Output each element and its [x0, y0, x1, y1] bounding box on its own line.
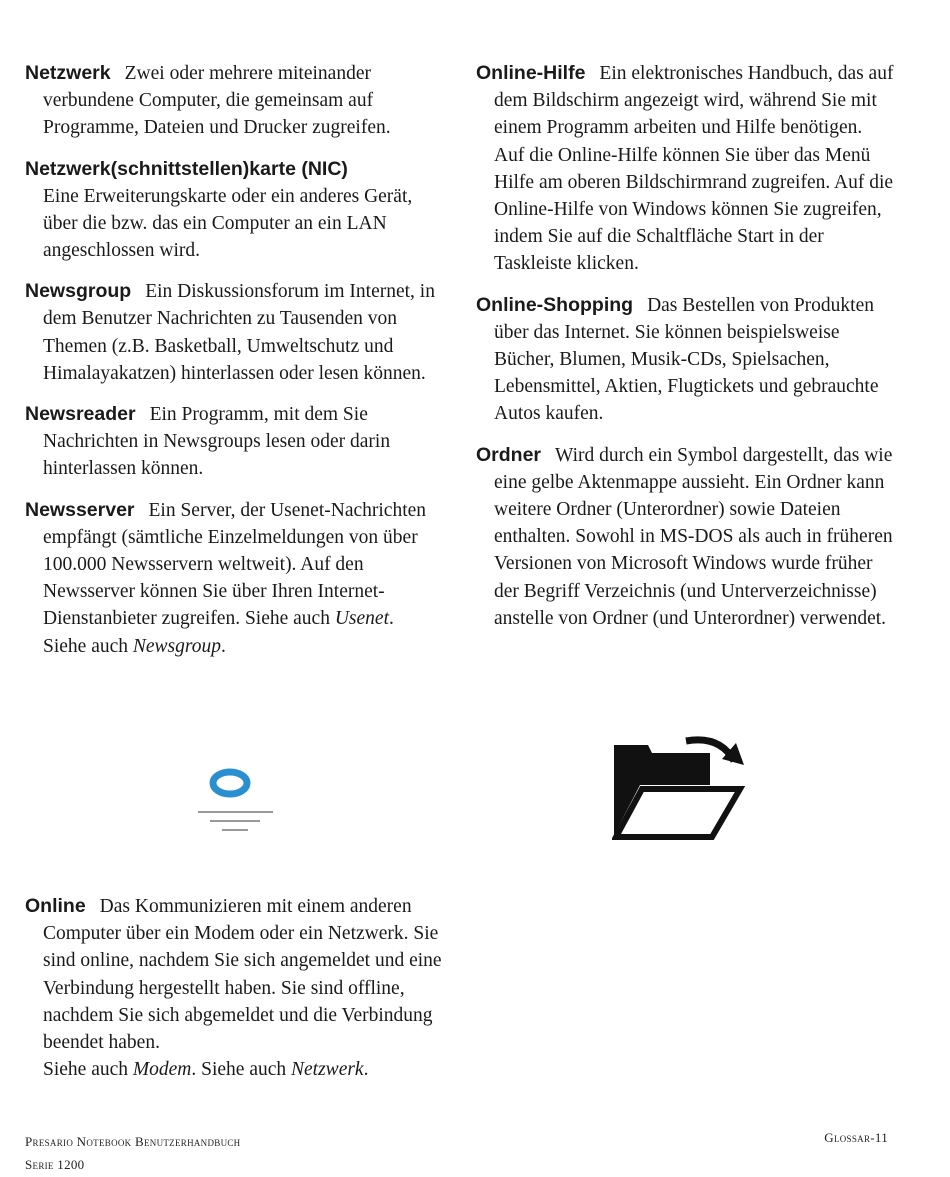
term: Newsgroup	[25, 280, 132, 303]
term: Netzwerk	[25, 62, 111, 84]
see-also-prefix: Siehe auch	[43, 635, 129, 657]
see-also-link: Newsgroup	[132, 635, 222, 657]
see-also-prefix: Siehe auch	[43, 1059, 129, 1081]
glossary-entry-online-hilfe	[476, 60, 896, 278]
open-folder-icon	[612, 735, 747, 840]
glossary-entry-netzwerk	[25, 60, 445, 142]
glossary-entry-newsgroup	[25, 278, 445, 387]
definition: Das Bestellen von Produkten über das Internet. Sie können beispielsweise Bücher, Blumen, Musik-CDs, Spielsachen, Lebensmittel, Aktien, Flugtickets und gebrauchte Autos kaufen.	[494, 294, 879, 425]
definition: Zwei oder mehrere miteinander verbundene Computer, die gemeinsam auf Programme, Dateien und Drucker zugreifen.	[43, 63, 391, 139]
glossary-entry-nic	[25, 156, 445, 265]
see-also-link: Usenet	[334, 608, 389, 630]
left-column	[25, 60, 445, 674]
glossary-entry-online: Online Das Kommunizieren mit einem anderen Computer über ein Modem oder ein Netzwerk. Sie sind online, nachdem Sie sich angemeldet und eine Verbindung hergestellt haben. Sie sind offline, nachdem Sie sich abgemeldet und die Verbindung beendet haben. Siehe auch Modem. Siehe auch Netzwerk.	[25, 895, 442, 1081]
definition: Ein Diskussionsforum im Internet, in dem Benutzer Nachrichten zu Tausenden von Themen (z.B. Basketball, Umweltschutz und Himalayakatzen) hinterlassen oder lesen können.	[43, 281, 435, 384]
term: Newsreader	[25, 403, 136, 426]
term: Online	[25, 895, 86, 917]
glossary-entry-newsserver: Newsserver Ein Server, der Usenet-Nachrichten empfängt (sämtliche Einzelmeldungen von über 100.000 Newsservern weltweit). Auf den Newsserver können Sie über Ihren Internet-Dienstanbieter zugreifen. Siehe auch Usenet. Siehe auch Newsgroup.	[25, 498, 427, 657]
term: Ordner	[476, 443, 542, 466]
definition: Ein elektronisches Handbuch, das auf dem Bildschirm angezeigt wird, während Sie mit einem Programm arbeiten und Hilfe benötigen. Auf die Online-Hilfe können Sie über das Menü Hilfe am oberen Bildschirmrand zugreifen. Auf die Online-Hilfe von Windows können Sie zugreifen, indem Sie auf die Schaltfläche Start in der Taskleiste klicken.	[494, 63, 894, 275]
page-number: Glossar-11	[824, 1130, 888, 1145]
definition: Ein Server, der Usenet-Nachrichten empfängt (sämtliche Einzelmeldungen von über 100.000 Newsservern weltweit). Auf den Newsserver können Sie über Ihren Internet-Dienstanbieter zugreifen. Siehe auch	[43, 499, 427, 630]
term: Online-Shopping	[476, 293, 634, 316]
see-also-link: Modem	[132, 1059, 192, 1081]
see-also-link: Netzwerk	[291, 1059, 364, 1081]
manual-title: Presario Notebook Benutzerhandbuch	[25, 1134, 241, 1149]
term: Online-Hilfe	[476, 62, 586, 84]
definition: Das Kommunizieren mit einem anderen Computer über ein Modem oder ein Netzwerk. Sie sind online, nachdem Sie sich angemeldet und eine Verbindung hergestellt haben. Sie sind offline, nachdem Sie sich abgemeldet und die Verbindung beendet haben.	[43, 896, 442, 1054]
definition: Wird durch ein Symbol dargestellt, das wie eine gelbe Aktenmappe aussieht. Ein Ordner kann weitere Ordner (Unterordner) sowie Dateien enthalten. Sowohl in MS-DOS als auch in früheren Versionen von Microsoft Windows wurde früher der Begriff Verzeichnis (und Unterverzeichnisse) anstelle von Ordner (und Unterordner) verwendet.	[494, 444, 893, 629]
footer-left	[25, 1130, 241, 1176]
glossary-entry-online-shopping	[476, 292, 896, 428]
definition: Eine Erweiterungskarte oder ein anderes Gerät, über die bzw. das ein Computer an ein LAN angeschlossen wird.	[43, 185, 413, 262]
series-label: Serie 1200	[25, 1157, 85, 1172]
see-also-prefix: Siehe auch	[201, 1059, 287, 1081]
right-column	[476, 60, 896, 646]
glossary-entry-newsreader	[25, 401, 445, 483]
glossary-entry-ordner	[476, 442, 896, 632]
term: Newsserver	[25, 498, 135, 521]
online-icon	[196, 766, 276, 836]
definition: Ein Programm, mit dem Sie Nachrichten in Newsgroups lesen oder darin hinterlassen können.	[43, 404, 391, 480]
term: Netzwerk(schnittstellen)karte (NIC)	[25, 157, 348, 180]
